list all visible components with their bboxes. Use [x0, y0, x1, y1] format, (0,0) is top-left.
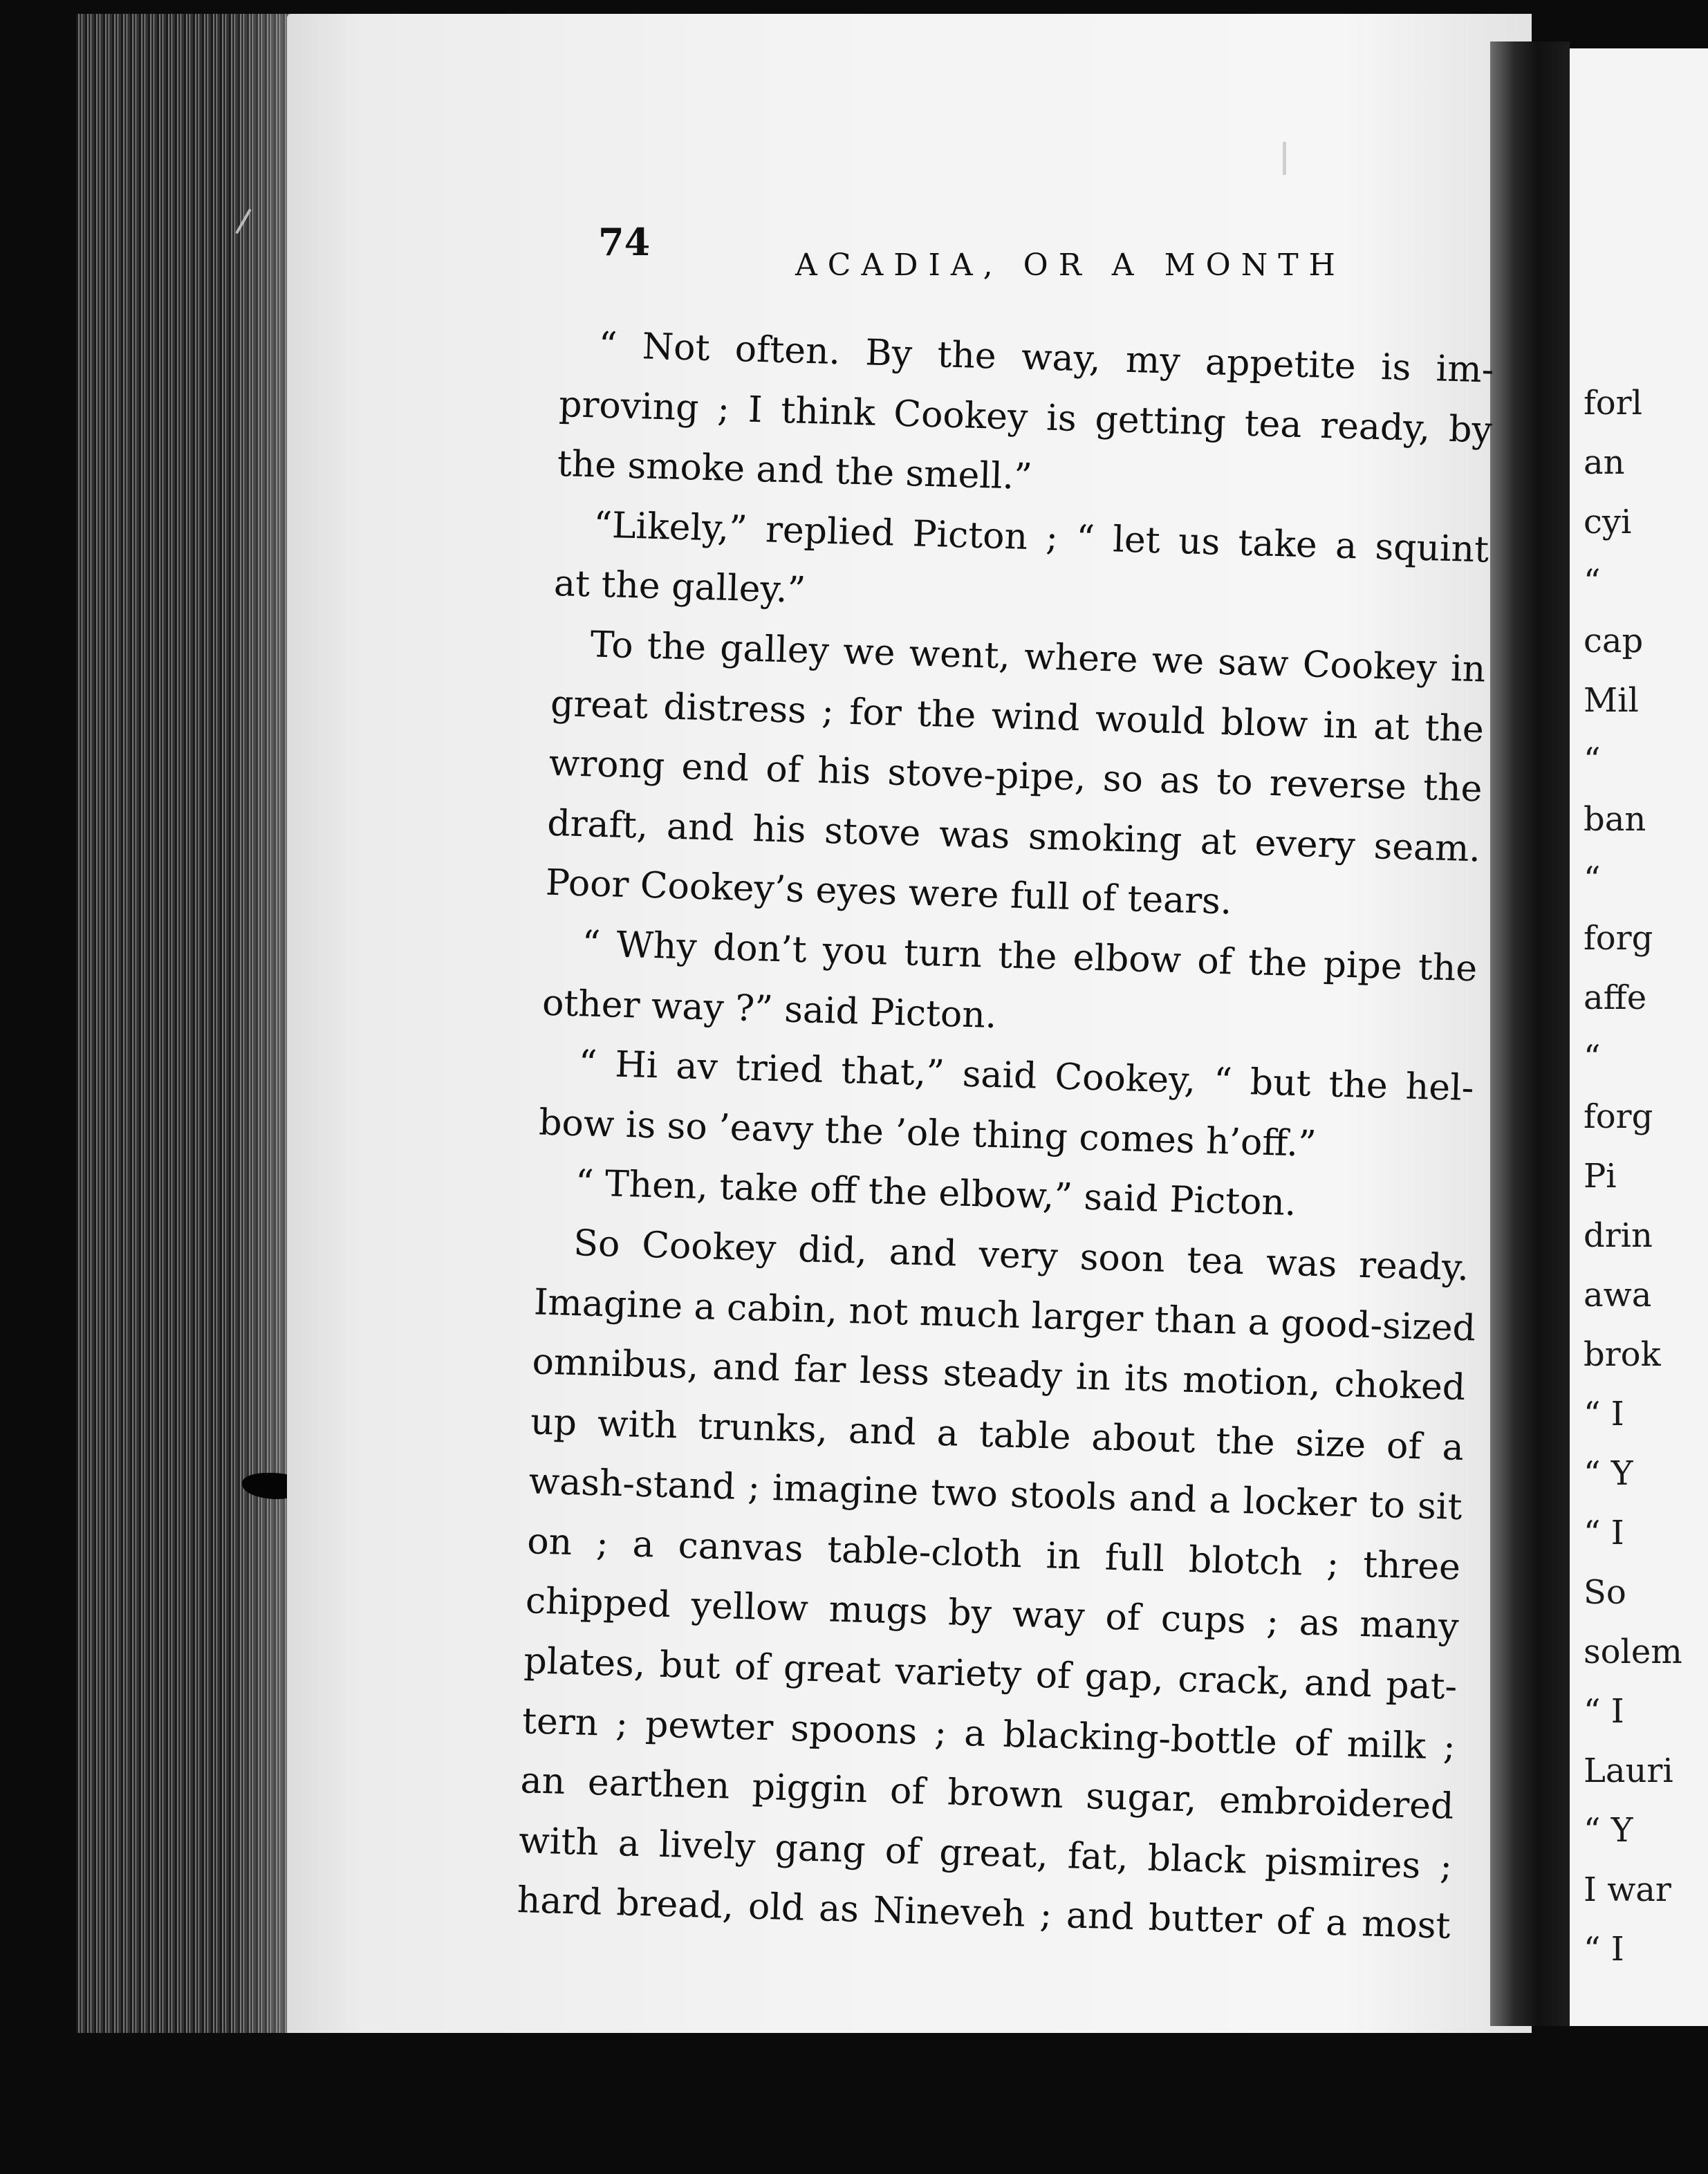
text-line: “ Hi av tried that,” said Cookey, “ but the hel-	[577, 1043, 1475, 1110]
page-edge-shading	[228, 14, 290, 2033]
facing-page-fragment: Lauri	[1584, 1752, 1673, 1790]
text-line: great distress ; for the wind would blow in at the	[550, 682, 1485, 751]
facing-page-fragment: cap	[1584, 622, 1644, 660]
facing-page-text	[1584, 373, 1682, 1979]
text-line: “Likely,” replied Picton ; “ let us take a squint	[593, 504, 1489, 571]
text-line: “ Not often. By the way, my appetite is im-	[597, 324, 1495, 391]
facing-page-fragment: So	[1584, 1573, 1626, 1612]
facing-page-fragment: Mil	[1584, 681, 1639, 720]
facing-page-fragment: awa	[1584, 1276, 1652, 1314]
text-line: with a lively gang of great, fat, black pismires ;	[518, 1819, 1453, 1888]
facing-page-fragment: ban	[1584, 800, 1646, 839]
facing-page	[1570, 48, 1708, 2026]
text-line: other way ?” said Picton.	[541, 982, 998, 1037]
facing-page-fragment: “	[1584, 860, 1601, 898]
facing-page-fragment: “ I	[1584, 1692, 1624, 1731]
facing-page-fragment: “ I	[1584, 1395, 1624, 1433]
facing-page-fragment: “ Y	[1584, 1811, 1633, 1850]
text-line: hard bread, old as Nineveh ; and butter of a most	[517, 1879, 1451, 1948]
facing-page-fragment: forg	[1584, 1097, 1653, 1136]
text-line: bow is so ’eavy the ’ole thing comes h’off.”	[538, 1102, 1317, 1165]
text-line: wash-stand ; imagine two stools and a locker to sit	[528, 1460, 1463, 1529]
facing-page-fragment: I war	[1584, 1870, 1671, 1909]
text-line: chipped yellow mugs by way of cups ; as many	[525, 1580, 1460, 1648]
facing-page-fragment: brok	[1584, 1335, 1661, 1374]
body-text	[517, 315, 1495, 1957]
facing-page-fragment: forl	[1584, 384, 1642, 422]
facing-page-fragment: “	[1584, 1038, 1601, 1077]
page-number: 74	[598, 220, 651, 264]
facing-page-fragment: “ I	[1584, 1514, 1624, 1552]
text-line: up with trunks, and a table about the size of a	[530, 1401, 1465, 1469]
text-line: the smoke and the smell.”	[557, 443, 1033, 499]
text-line: at the galley.”	[553, 563, 806, 612]
running-head: ACADIA, OR A MONTH	[795, 248, 1346, 283]
facing-page-fragment: Pi	[1584, 1157, 1617, 1196]
text-line: wrong end of his stove-pipe, so as to reverse the	[548, 742, 1483, 810]
text-line: an earthen piggin of brown sugar, embroidered	[519, 1760, 1455, 1828]
text-line: Poor Cookey’s eyes were full of tears.	[545, 862, 1233, 923]
facing-page-fragment: affe	[1584, 978, 1647, 1017]
facing-page-fragment: solem	[1584, 1633, 1682, 1671]
facing-page-fragment: an	[1584, 443, 1625, 482]
scan-speck	[1283, 142, 1286, 175]
text-line: “ Then, take off the elbow,” said Picton.	[575, 1162, 1297, 1225]
facing-page-fragment: “ I	[1584, 1930, 1624, 1969]
text-line: draft, and his stove was smoking at every seam.	[546, 802, 1481, 871]
facing-page-fragment: “ Y	[1584, 1454, 1633, 1493]
book-gutter	[1490, 41, 1570, 2026]
text-line: plates, but of great variety of gap, crack, and pat-	[523, 1640, 1458, 1708]
facing-page-fragment: “	[1584, 741, 1601, 779]
text-line: So Cookey did, and very soon tea was ready.	[573, 1222, 1469, 1290]
text-line: tern ; pewter spoons ; a blacking-bottle of milk ;	[521, 1700, 1456, 1768]
text-line: “ Why don’t you turn the elbow of the pipe the	[581, 923, 1478, 990]
facing-page-fragment: “	[1584, 562, 1601, 601]
facing-page-fragment: cyi	[1584, 503, 1632, 541]
facing-page-fragment: forg	[1584, 919, 1653, 958]
text-line: To the galley we went, where we saw Cookey in	[589, 624, 1487, 691]
text-line: Imagine a cabin, not much larger than a good-sized	[533, 1281, 1476, 1349]
text-line: omnibus, and far less steady in its motion, choked	[531, 1341, 1467, 1409]
text-line: on ; a canvas table-cloth in full blotch ; three	[526, 1521, 1461, 1588]
text-line: proving ; I think Cookey is getting tea ready, by	[558, 383, 1493, 452]
facing-page-fragment: drin	[1584, 1216, 1653, 1255]
